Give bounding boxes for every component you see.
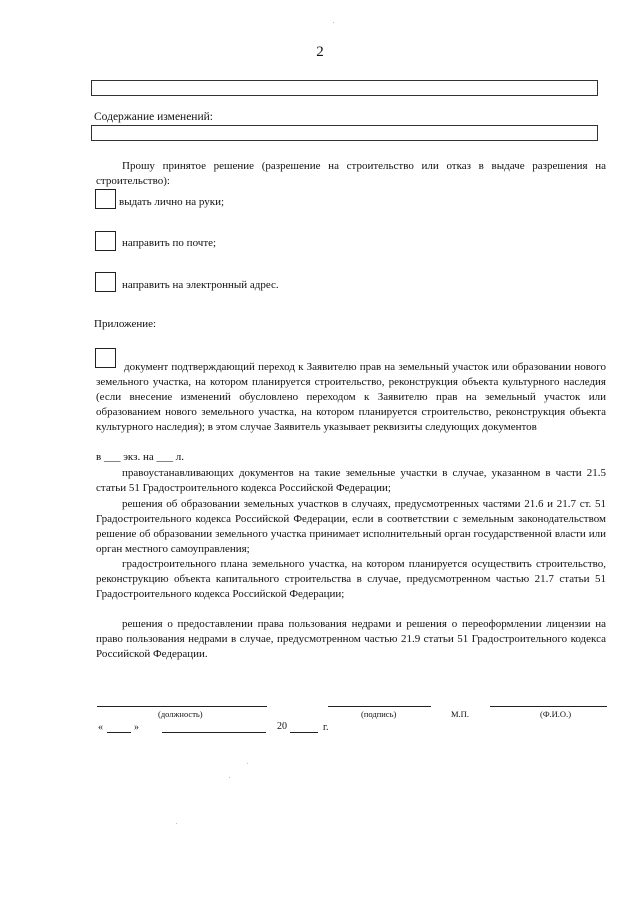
scan-speck — [247, 763, 248, 764]
option-label-in-person: выдать лично на руки; — [119, 196, 225, 208]
top-field[interactable] — [91, 80, 598, 96]
scan-speck — [176, 823, 177, 824]
attachment-item-4: решения о предоставлении права пользования недрами и решения о переоформлении лицензии на право пользования недрами в случае, предусмотренном частью 21.9 статьи 51 Градостроительного кодекса Российской Федерации. — [96, 618, 606, 660]
date-year-line[interactable] — [290, 732, 318, 733]
attachment-main-text: документ подтверждающий переход к Заявителю прав на земельный участок или образовании нового земельного участка, на котором планируется строительство, реконструкция объекта культурного наследия (если внесение изменений обусловлено переходом к Заявителю прав на земельный участок или образованием нового земельного участка, на котором планируется строительство, реконструкция объекта культурного наследия); в этом случае Заявитель указывает реквизиты следующих документов — [96, 361, 606, 433]
option-checkbox-mail[interactable] — [95, 231, 116, 251]
option-label-email: направить на электронный адрес. — [122, 279, 279, 291]
page-number: 2 — [316, 44, 324, 60]
changes-field[interactable] — [91, 125, 598, 141]
signature-caption: (подпись) — [361, 709, 397, 719]
attachment-label: Приложение: — [94, 318, 157, 330]
copies-text: в ___ экз. на ___ л. — [96, 451, 184, 463]
stamp-caption: М.П. — [451, 709, 469, 719]
position-line[interactable] — [97, 706, 267, 707]
date-day-line[interactable] — [107, 732, 131, 733]
date-month-line[interactable] — [162, 732, 266, 733]
changes-label: Содержание изменений: — [94, 111, 213, 123]
request-text: Прошу принятое решение (разрешение на строительство или отказ в выдаче разрешения на строительство): — [96, 160, 606, 187]
scan-speck — [229, 777, 230, 778]
option-label-mail: направить по почте; — [122, 237, 217, 249]
attachment-item-1: правоустанавливающих документов на такие земельные участки в случае, указанном в части 21.5 статьи 51 Градостроительного кодекса Российской Федерации; — [96, 467, 606, 494]
name-caption: (Ф.И.О.) — [540, 709, 572, 719]
option-checkbox-in-person[interactable] — [95, 189, 116, 209]
name-line[interactable] — [490, 706, 607, 707]
date-open-quote: « — [98, 722, 103, 733]
date-year-suffix: г. — [323, 722, 329, 733]
option-checkbox-email[interactable] — [95, 272, 116, 292]
attachment-item-3: градостроительного плана земельного участка, на котором планируется осуществить строительство, реконструкцию объекта капитального строительства в случае, предусмотренном частью 21.7 статьи 51 Градостроительного кодекса Российской Федерации; — [96, 558, 606, 600]
signature-line[interactable] — [328, 706, 431, 707]
position-caption: (должность) — [158, 709, 203, 719]
scan-speck — [333, 22, 334, 23]
attachment-item-2: решения об образовании земельных участков в случаях, предусмотренных частями 21.6 и 21.7 ст. 51 Градостроительного кодекса Российской Федерации, если в соответствии с земельным законодательством решение об образовании земельного участка принимает исполнительный орган государственной власти или орган местного самоуправления; — [96, 498, 606, 555]
date-year-prefix: 20 — [277, 721, 287, 732]
date-close-quote: » — [134, 722, 139, 733]
